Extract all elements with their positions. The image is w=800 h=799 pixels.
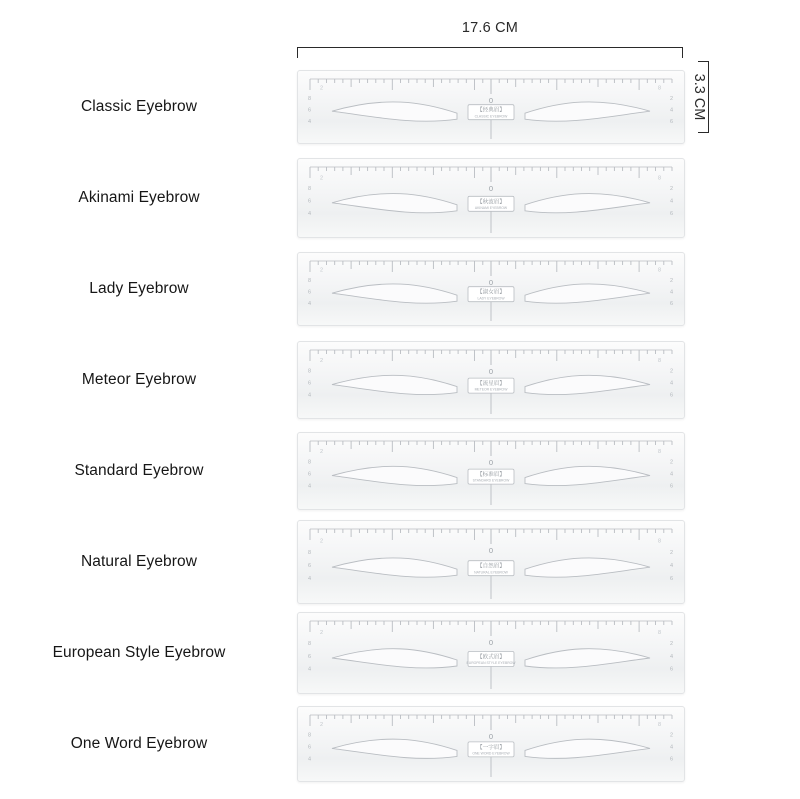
svg-text:4: 4: [308, 575, 312, 582]
svg-text:8: 8: [308, 458, 312, 465]
stencil-row: [0, 334, 800, 425]
svg-text:4: 4: [308, 118, 312, 125]
stencil-row: [0, 61, 800, 152]
ruler-plate: [297, 158, 685, 238]
ruler-plate: [297, 70, 685, 144]
ruler-plate: [297, 432, 685, 510]
stencil-row: [0, 516, 800, 607]
svg-text:AKINAMI EYEBROW: AKINAMI EYEBROW: [474, 205, 508, 210]
svg-text:【标准眉】: 【标准眉】: [477, 471, 505, 478]
svg-text:4: 4: [308, 210, 312, 217]
svg-text:【流星眉】: 【流星眉】: [477, 380, 505, 387]
ruler-plate: [297, 706, 685, 782]
svg-text:8: 8: [658, 85, 662, 92]
svg-text:2: 2: [320, 537, 324, 544]
stencil-row: [0, 607, 800, 698]
svg-text:4: 4: [670, 743, 674, 750]
svg-text:METEOR EYEBROW: METEOR EYEBROW: [474, 387, 508, 392]
svg-text:CLASSIC EYEBROW: CLASSIC EYEBROW: [474, 113, 508, 118]
svg-text:8: 8: [658, 537, 662, 544]
stencil-row: [0, 243, 800, 334]
svg-text:2: 2: [670, 95, 674, 102]
svg-text:8: 8: [658, 357, 662, 364]
svg-text:0: 0: [488, 366, 494, 376]
svg-text:6: 6: [670, 118, 674, 125]
svg-text:2: 2: [670, 549, 674, 556]
svg-text:【淑女眉】: 【淑女眉】: [477, 289, 505, 296]
ruler-plate: [297, 341, 685, 419]
stencil-name-label: Standard Eyebrow: [74, 461, 204, 479]
svg-text:6: 6: [670, 575, 674, 582]
svg-text:8: 8: [308, 640, 312, 647]
svg-text:8: 8: [308, 549, 312, 556]
svg-text:STANDARD EYEBROW: STANDARD EYEBROW: [472, 478, 510, 483]
svg-text:0: 0: [488, 183, 494, 193]
svg-text:8: 8: [308, 732, 312, 739]
eyebrow-stencil-ruler[interactable]: [297, 516, 683, 607]
svg-text:6: 6: [670, 392, 674, 399]
stencil-row: [0, 152, 800, 243]
svg-text:8: 8: [308, 95, 312, 102]
svg-text:6: 6: [308, 380, 312, 387]
svg-text:4: 4: [670, 380, 674, 387]
svg-text:0: 0: [488, 545, 494, 555]
svg-text:0: 0: [488, 277, 494, 287]
eyebrow-stencil-ruler[interactable]: [297, 61, 683, 152]
svg-text:4: 4: [308, 666, 312, 673]
svg-text:8: 8: [308, 367, 312, 374]
svg-text:2: 2: [320, 267, 324, 274]
ruler-plate: [297, 252, 685, 326]
svg-text:【经典眉】: 【经典眉】: [477, 107, 505, 114]
svg-text:4: 4: [670, 471, 674, 478]
eyebrow-stencil-ruler[interactable]: [297, 425, 683, 516]
svg-text:【一字眉】: 【一字眉】: [477, 744, 505, 751]
svg-text:6: 6: [308, 562, 312, 569]
svg-text:8: 8: [658, 174, 662, 181]
svg-text:6: 6: [670, 300, 674, 307]
eyebrow-stencil-ruler[interactable]: [297, 698, 683, 789]
eyebrow-stencil-ruler[interactable]: [297, 152, 683, 243]
svg-text:8: 8: [308, 185, 312, 192]
svg-text:2: 2: [670, 458, 674, 465]
svg-text:2: 2: [320, 357, 324, 364]
width-dimension-label: 17.6 CM: [461, 20, 519, 36]
svg-text:4: 4: [308, 483, 312, 490]
eyebrow-stencil-ruler[interactable]: [297, 334, 683, 425]
stencil-name-label: Akinami Eyebrow: [78, 188, 200, 206]
svg-text:8: 8: [658, 267, 662, 274]
svg-text:EUROPEAN STYLE EYEBROW: EUROPEAN STYLE EYEBROW: [466, 660, 516, 665]
svg-text:4: 4: [308, 300, 312, 307]
stencil-name-label: Meteor Eyebrow: [81, 370, 197, 388]
svg-text:4: 4: [670, 653, 674, 660]
stencil-row: [0, 425, 800, 516]
svg-text:4: 4: [670, 562, 674, 569]
ruler-plate: [297, 520, 685, 604]
svg-text:0: 0: [488, 95, 494, 105]
svg-text:6: 6: [308, 288, 312, 295]
eyebrow-stencil-ruler[interactable]: [297, 243, 683, 334]
stencil-name-label: European Style Eyebrow: [52, 643, 226, 661]
svg-text:【欧式眉】: 【欧式眉】: [477, 654, 505, 660]
svg-text:8: 8: [658, 721, 662, 728]
svg-text:2: 2: [670, 277, 674, 284]
svg-text:0: 0: [488, 637, 494, 647]
svg-text:2: 2: [670, 732, 674, 739]
svg-text:6: 6: [670, 210, 674, 217]
eyebrow-stencil-ruler[interactable]: [297, 607, 683, 698]
stencil-name-label: Natural Eyebrow: [80, 552, 198, 570]
svg-text:0: 0: [488, 731, 494, 741]
stencil-name-label: One Word Eyebrow: [70, 734, 208, 752]
svg-text:【自然眉】: 【自然眉】: [477, 563, 505, 570]
svg-text:2: 2: [670, 640, 674, 647]
svg-text:6: 6: [308, 471, 312, 478]
svg-text:8: 8: [658, 629, 662, 636]
height-dimension-label: 3.3 CM: [691, 73, 707, 121]
svg-text:2: 2: [320, 85, 324, 92]
svg-text:8: 8: [308, 277, 312, 284]
svg-text:4: 4: [670, 288, 674, 295]
svg-text:2: 2: [320, 448, 324, 455]
svg-text:4: 4: [670, 106, 674, 113]
svg-text:4: 4: [670, 198, 674, 205]
svg-text:6: 6: [308, 743, 312, 750]
svg-text:2: 2: [320, 629, 324, 636]
svg-text:6: 6: [670, 483, 674, 490]
ruler-plate: [297, 612, 685, 694]
svg-text:6: 6: [670, 666, 674, 673]
svg-text:6: 6: [308, 106, 312, 113]
svg-text:6: 6: [670, 755, 674, 762]
svg-text:0: 0: [488, 457, 494, 467]
stencil-name-label: Classic Eyebrow: [80, 97, 198, 115]
svg-text:2: 2: [670, 185, 674, 192]
svg-text:2: 2: [320, 721, 324, 728]
svg-text:4: 4: [308, 392, 312, 399]
svg-text:NATURAL EYEBROW: NATURAL EYEBROW: [474, 569, 508, 574]
svg-text:2: 2: [670, 367, 674, 374]
svg-text:6: 6: [308, 653, 312, 660]
stencil-row: [0, 698, 800, 789]
stencil-name-label: Lady Eyebrow: [89, 279, 189, 297]
svg-text:LADY EYEBROW: LADY EYEBROW: [477, 295, 505, 300]
svg-text:ONE WORD EYEBROW: ONE WORD EYEBROW: [472, 751, 510, 755]
svg-text:4: 4: [308, 755, 312, 762]
svg-text:【秋波眉】: 【秋波眉】: [477, 198, 505, 205]
svg-text:6: 6: [308, 198, 312, 205]
svg-text:8: 8: [658, 448, 662, 455]
svg-text:2: 2: [320, 174, 324, 181]
